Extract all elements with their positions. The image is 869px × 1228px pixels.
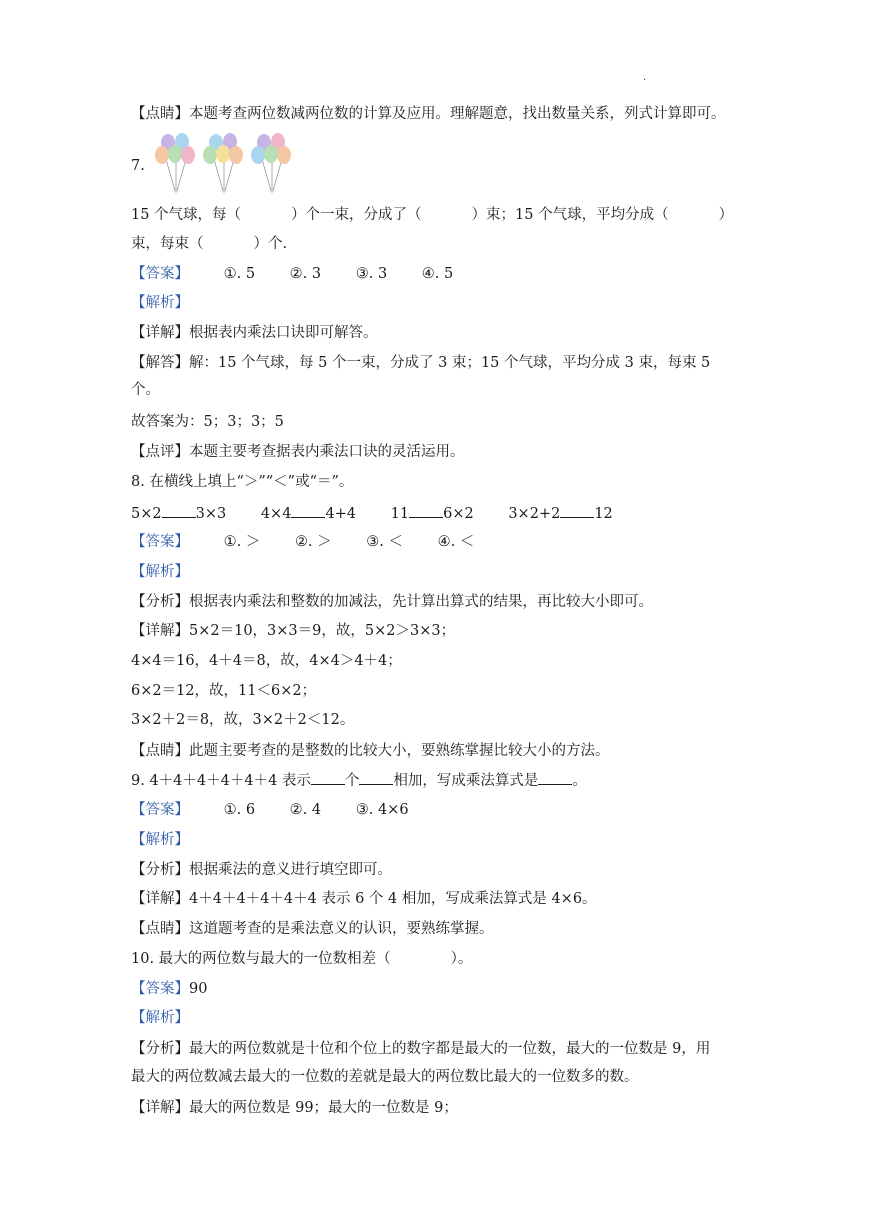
answer-item: ③. ＜ (366, 534, 403, 550)
fill-blank (291, 503, 325, 518)
tag: 【详解】 (131, 1100, 189, 1116)
q9-text-c: 相加，写成乘法算式是 (393, 773, 539, 789)
q9-stem (131, 770, 587, 791)
fill-blank (162, 503, 196, 518)
q8-analysis-tag: 【解析】 (131, 564, 189, 580)
text: 最大的两位数就是十位和个位上的数字都是最大的一位数，最大的一位数是 9，用 (189, 1041, 711, 1057)
text: 根据乘法的意义进行填空即可。 (189, 862, 392, 878)
fill-blank (560, 503, 594, 518)
expr: 4×4 (260, 506, 292, 522)
q7-text-f: ）个. (253, 236, 288, 252)
q7-text-b: ）个一束，分成了（ (291, 207, 422, 223)
q7-analysis-tag: 【解析】 (131, 295, 189, 311)
text: 解：15 个气球，每 5 个一束，分成了 3 束；15 个气球，平均分成 3 束，每束 5 (189, 355, 711, 371)
text: 最大的两位数是 99；最大的一位数是 9； (189, 1100, 458, 1116)
balloon-bunch-2 (203, 133, 243, 193)
q9-detail (131, 889, 597, 909)
tag: 【详解】 (131, 891, 189, 907)
answer-item: ④. ＜ (437, 534, 475, 550)
balloon-bunch-3 (251, 133, 291, 193)
q10-analysis-tag: 【解析】 (131, 1010, 189, 1026)
answer-item: ②. ＞ (294, 534, 332, 550)
text: 根据表内乘法和整数的加减法，先计算出算式的结果，再比较大小即可。 (189, 594, 653, 610)
q7-text-a: 15 个气球，每（ (131, 207, 242, 223)
q10-analyze-1 (131, 1039, 710, 1059)
q9-text-b: 个 (344, 773, 360, 789)
q10-text-b: ）。 (450, 951, 473, 967)
q7-stem-line1 (131, 205, 739, 225)
tag: 【点睛】 (131, 743, 189, 759)
fill-blank (538, 770, 572, 785)
expr: 12 (594, 506, 613, 522)
q7-solution-cont: 个。 (131, 382, 160, 398)
answer-item: ②. 3 (289, 266, 322, 282)
answer-tag: 【答案】 (131, 266, 189, 282)
answer-item: ①. 6 (223, 802, 256, 818)
q9-text-d: 。 (572, 773, 587, 789)
q7-final: 故答案为：5；3；3；5 (131, 414, 284, 430)
q9-answer (131, 800, 409, 820)
q10-analyze-2: 最大的两位数减去最大的一位数的差就是最大的两位数比最大的一位数多的数。 (131, 1069, 639, 1085)
answer-item: ②. 4 (289, 802, 322, 818)
corner-mark: . (643, 72, 647, 83)
q8-detail-4: 3×2＋2＝8，故，3×2＋2＜12。 (131, 712, 355, 728)
answer-value: 90 (189, 981, 208, 997)
q7-comment (131, 442, 465, 462)
answer-tag: 【答案】 (131, 802, 189, 818)
expr: 5×2 (131, 506, 162, 522)
text: 4＋4＋4＋4＋4＋4 表示 6 个 4 相加，写成乘法算式是 4×6。 (189, 891, 597, 907)
text: 这道题考查的是乘法意义的认识，要熟练掌握。 (189, 921, 494, 937)
q7-text-d: ） (718, 207, 734, 223)
q8-detail-2: 4×4＝16，4＋4＝8，故，4×4＞4＋4； (131, 653, 402, 669)
q8-expressions (131, 503, 613, 524)
fill-blank (359, 770, 393, 785)
text: 本题主要考查据表内乘法口诀的灵活运用。 (189, 444, 465, 460)
expr: 4+4 (325, 506, 357, 522)
q7-answer (131, 264, 453, 284)
expr: 3×3 (195, 506, 227, 522)
answer-item: ③. 3 (355, 266, 388, 282)
expr: 6×2 (443, 506, 474, 522)
tag: 【解答】 (131, 355, 189, 371)
q8-answer (131, 532, 474, 552)
q10-text-a: 10. 最大的两位数与最大的一位数相差（ (131, 951, 391, 967)
tag: 【分析】 (131, 594, 189, 610)
q8-key-point (131, 741, 610, 761)
q8-detail-3: 6×2＝12，故，11＜6×2； (131, 683, 317, 699)
text: 本题考查两位数减两位数的计算及应用。理解题意，找出数量关系，列式计算即可。 (189, 106, 726, 122)
answer-tag: 【答案】 (131, 534, 189, 550)
balloon-bunch-icon (154, 133, 296, 195)
answer-item: ③. 4×6 (355, 802, 409, 818)
answer-item: ①. ＞ (223, 534, 261, 550)
q7-stem-line2 (131, 234, 287, 254)
q7-number: 7. (131, 158, 145, 174)
tag: 【详解】 (131, 623, 189, 639)
fill-blank (409, 503, 443, 518)
fill-blank (311, 770, 345, 785)
q10-detail (131, 1098, 458, 1118)
answer-tag: 【答案】 (131, 981, 189, 997)
expr: 3×2+2 (508, 506, 561, 522)
tag: 【点睛】 (131, 921, 189, 937)
tag: 【点睛】 (131, 106, 189, 122)
q10-stem (131, 949, 472, 969)
tag: 【分析】 (131, 1041, 189, 1057)
q7-text-c: ）束；15 个气球，平均分成（ (471, 207, 669, 223)
tag: 【分析】 (131, 862, 189, 878)
q7-text-e: 束，每束（ (131, 236, 204, 252)
q9-key-point (131, 919, 494, 939)
q7-solution (131, 353, 710, 373)
q6-key-point (131, 104, 726, 124)
q9-analysis-tag: 【解析】 (131, 832, 189, 848)
answer-item: ①. 5 (223, 266, 256, 282)
q8-analyze (131, 592, 653, 612)
q9-analyze (131, 860, 392, 880)
expr: 11 (390, 506, 410, 522)
q7-detail (131, 323, 378, 343)
tag: 【点评】 (131, 444, 189, 460)
balloon-bunch-1 (155, 133, 195, 193)
q10-answer (131, 979, 207, 999)
text: 根据表内乘法口诀即可解答。 (189, 325, 378, 341)
answer-item: ④. 5 (421, 266, 454, 282)
tag: 【详解】 (131, 325, 189, 341)
text: 此题主要考查的是整数的比较大小，要熟练掌握比较大小的方法。 (189, 743, 610, 759)
q9-text-a: 9. 4＋4＋4＋4＋4＋4 表示 (131, 773, 311, 789)
q8-stem: 8. 在横线上填上“＞”“＜”或“＝”。 (131, 474, 354, 490)
q8-detail-1 (131, 621, 455, 641)
text: 5×2＝10，3×3＝9，故，5×2＞3×3； (189, 623, 456, 639)
